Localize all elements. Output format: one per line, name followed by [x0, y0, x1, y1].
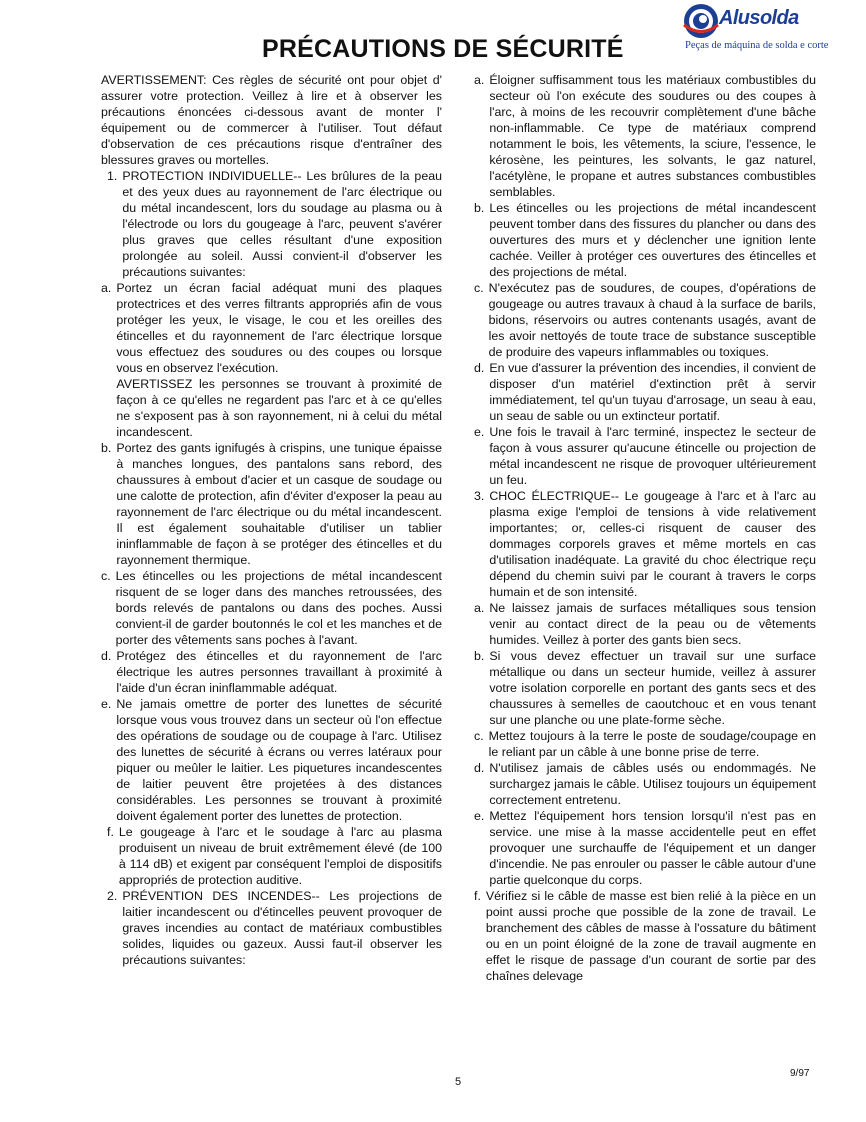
item-text: Mettez toujours à la terre le poste de soudage/coupage en le reliant par un câble à une bonne prise de terre.: [488, 729, 816, 759]
item-letter: e.: [101, 697, 112, 711]
section-text: PRÉVENTION DES INCENDES-- Les projections de laitier incandescent ou d'étincelles peuvent provoquer de graves incendies au contact de matériaux combustibles solides, liquides ou gazeux. Aussi faut-il observer les précautions suivantes:: [122, 889, 442, 967]
list-item: [101, 696, 442, 824]
section-fire-prevention: [101, 888, 442, 968]
item-text: Les étincelles ou les projections de métal incandescent risquent de se loger dans des manches retroussées, des bords relevés de pantalons ou dans des poches. Aussi convient-il de garder boutonnés le col et les manches et de porter des vêtements sans poches à l'avant.: [115, 569, 442, 647]
item-text: Portez des gants ignifugés à crispins, une tunique épaisse à manches longues, des pantalons sans rebord, des chaussures à embout d'acier et un casque de soudage ou une calotte de protection, afin d'éviter d'exposer la peau au rayonnement de l'arc électrique ou du métal incandescent. Il est également souhaitable d'utiliser un tablier ininflammable de façon à se protéger des étincelles et du rayonnement thermique.: [116, 441, 442, 567]
item-letter: b.: [474, 649, 485, 663]
section-number: 2.: [107, 889, 118, 903]
item-letter: f.: [107, 825, 114, 839]
item-text: N'exécutez pas de soudures, de coupes, d'opérations de gougeage ou autres travaux à chaud à la surface de barils, bidons, réservoirs ou autres contenants usagés, avant de les avoir nettoyés de toute trace de substance susceptible de produire des vapeurs inflammables ou toxiques.: [488, 281, 816, 359]
item-letter: d.: [474, 761, 485, 775]
list-item: [474, 280, 816, 360]
list-item: [474, 648, 816, 728]
item-text: Portez un écran facial adéquat muni des plaques protectrices et des verres filtrants appropriés afin de vous protéger les yeux, le visage, le cou et les oreilles des étincelles et du rayonnement de l'arc électrique lorsque vous effectuez des soudures ou des coupes ou lorsque vous en observez l'exécution.: [116, 281, 442, 375]
list-item: [474, 808, 816, 888]
item-text: Le gougeage à l'arc et le soudage à l'arc au plasma produisent un niveau de bruit extrêmement élevé (de 100 à 114 dB) et exigent par conséquent l'emploi de dispositifs appropriés de protection auditive.: [118, 825, 442, 887]
item-letter: a.: [474, 601, 485, 615]
section-number: 3.: [474, 489, 485, 503]
item-text: Protégez des étincelles et du rayonnement de l'arc électrique les autres personnes travaillant à proximité à l'aide d'un écran ininflammable adéquat.: [116, 649, 442, 695]
list-item: [101, 824, 442, 888]
item-text: Vérifiez si le câble de masse est bien relié à la pièce en un point aussi proche que possible de la zone de travail. Le branchement des câbles de masse à l'ossature du bâtiment ou en un point éloigné de la zone de travail augmente en effet le risque de passage d'un courant de sortie par des chaînes delevage: [485, 889, 816, 983]
page-title: PRÉCAUTIONS DE SÉCURITÉ: [262, 35, 624, 63]
item-text: En vue d'assurer la prévention des incendies, il convient de disposer d'un matériel d'extinction prêt à servir immédiatement, tel qu'un tuyau d'arrosage, un seau à eau, un seau de sable ou un extincteur portatif.: [489, 361, 816, 423]
left-column: [101, 72, 442, 968]
right-column: [474, 72, 816, 984]
revision-date: 9/97: [790, 1068, 810, 1079]
item-letter: e.: [474, 809, 485, 823]
list-item: [474, 728, 816, 760]
item-text: Ne jamais omettre de porter des lunettes de sécurité lorsque vous vous trouvez dans un secteur où l'on effectue des opérations de soudage ou de coupage à l'arc. Utilisez des lunettes de sécurité à écrans ou verres latéraux pour piquer ou meûler le laitier. Les piquetures incandescentes de laitier peuvent être projetées à des distances considérables. Les personnes se trouvant à proximité doivent également porter des lunettes de protection.: [116, 697, 442, 823]
item-text: Éloigner suffisamment tous les matériaux combustibles du secteur où l'on exécute des soudures ou des coupes à l'arc, à moins de les recouvrir complètement d'une bâche non-inflammable. Ce type de matériaux comprend notamment le bois, les vêtements, la sciure, l'essence, le kérosène, les peintures, les solvants, le gaz naturel, l'acétylène, le propane et autres substances combustibles semblables.: [489, 73, 816, 199]
item-text: Ne laissez jamais de surfaces métalliques sous tension venir au contact direct de la peau ou de vêtements humides. Veillez à porter des gants bien secs.: [489, 601, 816, 647]
item-letter: a.: [101, 281, 112, 295]
list-item: [474, 760, 816, 808]
section-personal-protection: [101, 168, 442, 280]
item-letter: c.: [474, 729, 484, 743]
list-item: [474, 72, 816, 200]
item-letter: f.: [474, 889, 481, 903]
alusolda-logo: [681, 2, 831, 58]
section-number: 1.: [107, 169, 118, 183]
item-letter: d.: [101, 649, 112, 663]
item-letter: b.: [101, 441, 112, 455]
item-letter: b.: [474, 201, 485, 215]
list-item: [101, 648, 442, 696]
item-text: Les étincelles ou les projections de métal incandescent peuvent tomber dans des fissures du plancher ou dans des ouvertures des murs et y déclencher une ignition lente cachée. Veiller à protéger ces ouvertures des étincelles et des projections de métal.: [489, 201, 816, 279]
item-letter: c.: [474, 281, 484, 295]
item-letter: d.: [474, 361, 485, 375]
item-text: Si vous devez effectuer un travail sur une surface métallique ou dans un secteur humide, veillez à assurer votre isolation corporelle en portant des gants secs et des chaussures à semelles de caoutchouc et en vous tenant sur une planche ou une plate-forme sèche.: [489, 649, 816, 727]
list-item: [474, 424, 816, 488]
item-text: N'utilisez jamais de câbles usés ou endommagés. Ne surchargez jamais le câble. Utilisez toujours un équipement correctement entretenu.: [489, 761, 816, 807]
brand-tagline: Peças de máquina de solda e corte: [685, 40, 829, 51]
page-number: 5: [455, 1076, 462, 1088]
section-text: PROTECTION INDIVIDUELLE-- Les brûlures de la peau et des yeux dues au rayonnement de l'arc électrique ou du métal incandescent, lors du soudage au plasma ou à l'électrode ou lors du gougeage à l'arc, peuvent s'avérer plus graves que celles résultant d'une exposition prolongée au soleil. Aussi convient-il d'observer les précautions suivantes:: [122, 169, 442, 279]
list-item: [101, 280, 442, 440]
item-letter: e.: [474, 425, 485, 439]
brand-name: Alusolda: [719, 7, 799, 29]
item-letter: a.: [474, 73, 485, 87]
item-letter: c.: [101, 569, 111, 583]
list-item: [474, 888, 816, 984]
item-text-extra: AVERTISSEZ les personnes se trouvant à proximité de façon à ce qu'elles ne regardent pas l'arc et à ce qu'elles ne s'exposent pas à son rayonnement, ni à celui du métal incandescent.: [116, 377, 442, 439]
list-item: [474, 600, 816, 648]
warning-intro: AVERTISSEMENT: Ces règles de sécurité ont pour objet d' assurer votre protection. Veillez à lire et à observer les précautions énoncées ci-dessous avant de monter l' équipement ou de commercer à l'utiliser. Tout défaut d'observation de ces précautions risque d'entraîner des blessures graves ou mortelles.: [101, 73, 442, 167]
list-item: [474, 200, 816, 280]
alusolda-logo-icon: [681, 2, 721, 42]
item-text: Une fois le travail à l'arc terminé, inspectez le secteur de façon à vous assurer qu'aucune étincelle ou projection de métal incandescent ne risque de provoquer ultérieurement un feu.: [489, 425, 816, 487]
section-text: CHOC ÉLECTRIQUE-- Le gougeage à l'arc et à l'arc au plasma exige l'emploi de tensions à vide relativement importantes; or, celles-ci risquent de causer des dommages corporels graves et même mortels en cas d'utilisation inadéquate. La gravité du choc électrique reçu dépend du chemin suivi par le courant à travers le corps humain et de son intensité.: [489, 489, 816, 599]
list-item: [474, 360, 816, 424]
list-item: [101, 440, 442, 568]
list-item: [101, 568, 442, 648]
item-text: Mettez l'équipement hors tension lorsqu'il n'est pas en service. une mise à la masse accidentelle peut en effet provoquer une surchauffe de l'équipement et un danger d'incendie. Ne pas enrouler ou passer le câble autour d'une partie quelconque du corps.: [489, 809, 816, 887]
section-electric-shock: [474, 488, 816, 600]
